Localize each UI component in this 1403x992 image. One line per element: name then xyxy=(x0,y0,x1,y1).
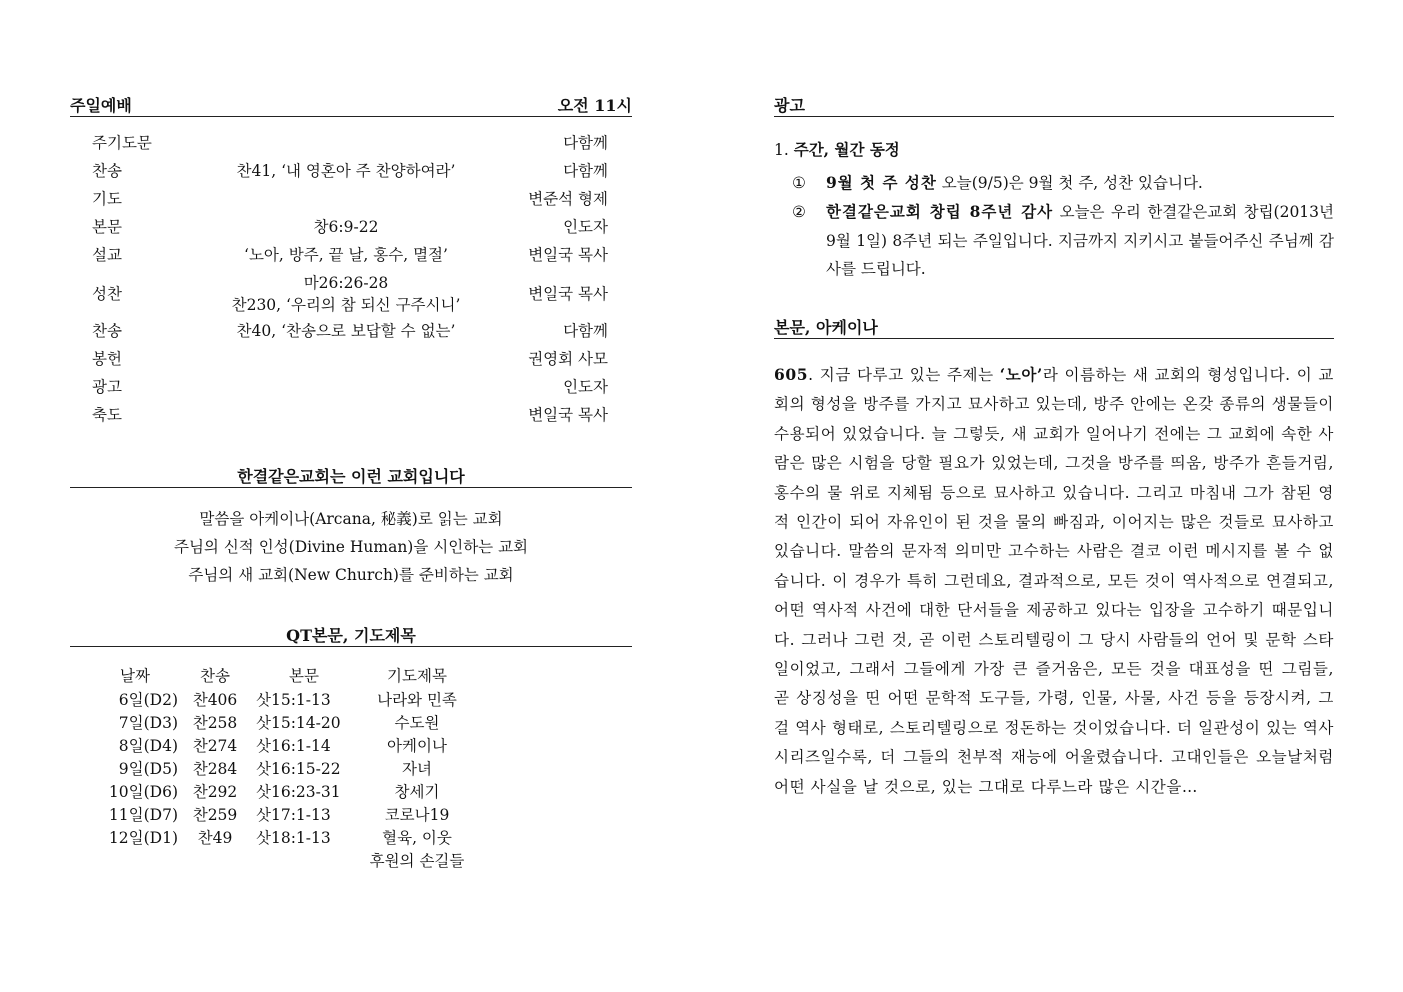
service-row xyxy=(92,129,608,157)
service-detail-line: 마26:26-28 xyxy=(303,274,389,292)
qt-hymn: 찬258 xyxy=(192,714,238,732)
service-time: 오전 11시 xyxy=(557,96,632,115)
table-row xyxy=(92,781,482,804)
notices-subtitle-text: 주간, 월간 동정 xyxy=(793,140,900,159)
qt-text: 삿15:1-13 xyxy=(256,691,331,709)
service-detail: 찬41, ‘내 영혼아 주 찬양하여라’ xyxy=(236,162,456,180)
arcana-header xyxy=(774,318,1334,339)
qt-hymn: 찬259 xyxy=(192,806,238,824)
notice-text: 오늘은 우리 한결같은교회 창립(2013년 9월 1일) 8주년 되는 주일입니다. 지금까지 지키시고 붙들어주신 주님께 감사를 드립니다. xyxy=(826,203,1335,278)
qt-text: 삿15:14-20 xyxy=(256,714,341,732)
service-leader: 변일국 목사 xyxy=(528,406,608,424)
qt-prayer: 후원의 손길들 xyxy=(369,852,465,870)
qt-prayer: 혈육, 이웃 xyxy=(382,829,452,847)
qt-title: QT본문, 기도제목 xyxy=(70,626,632,647)
qt-text: 삿16:1-14 xyxy=(256,737,331,755)
qt-text: 삿16:15-22 xyxy=(256,760,341,778)
service-title: 주일예배 xyxy=(70,96,132,115)
qt-hymn: 찬49 xyxy=(197,829,233,847)
qt-date: 6일(D2) xyxy=(118,691,178,709)
notice-content xyxy=(826,198,1334,284)
service-detail-line: 찬230, ‘우리의 참 되신 구주시니’ xyxy=(231,296,461,314)
qt-hymn: 찬406 xyxy=(192,691,238,709)
qt-text: 삿18:1-13 xyxy=(256,829,331,847)
service-row xyxy=(92,241,608,269)
service-detail xyxy=(196,272,496,316)
service-item: 기도 xyxy=(92,190,122,208)
qt-date: 7일(D3) xyxy=(118,714,178,732)
qt-date: 8일(D4) xyxy=(118,737,178,755)
service-leader: 변일국 목사 xyxy=(528,285,608,303)
notices-header xyxy=(774,96,1334,117)
service-row xyxy=(92,345,608,373)
identity-line: 주님의 신적 인성(Divine Human)을 시인하는 교회 xyxy=(173,538,529,556)
service-leader: 다함께 xyxy=(563,134,608,152)
qt-header-date: 날짜 xyxy=(120,667,150,685)
qt-date: 12일(D1) xyxy=(108,829,178,847)
service-detail: 창6:9-22 xyxy=(313,218,379,236)
qt-text: 삿16:23-31 xyxy=(256,783,341,801)
qt-date: 9일(D5) xyxy=(118,760,178,778)
service-leader: 다함께 xyxy=(563,162,608,180)
qt-hymn: 찬292 xyxy=(192,783,238,801)
table-row xyxy=(92,712,482,735)
qt-date: 10일(D6) xyxy=(108,783,178,801)
service-item: 주기도문 xyxy=(92,134,152,152)
notice-content xyxy=(826,169,1334,198)
notices-subtitle xyxy=(774,139,900,161)
arcana-title: 본문, 아케이나 xyxy=(774,318,878,337)
service-row xyxy=(92,271,608,317)
qt-hymn: 찬274 xyxy=(192,737,238,755)
table-row xyxy=(92,758,482,781)
qt-text xyxy=(252,850,352,873)
table-row xyxy=(92,689,482,712)
service-item: 광고 xyxy=(92,378,122,396)
service-row xyxy=(92,317,608,345)
qt-prayer: 코로나19 xyxy=(384,806,450,824)
qt-date xyxy=(92,850,178,873)
paragraph-text-start: . 지금 다루고 있는 주제는 xyxy=(808,366,1000,384)
service-leader: 인도자 xyxy=(563,378,608,396)
notice-text: 오늘(9/5)은 9월 첫 주, 성찬 있습니다. xyxy=(936,174,1203,192)
paragraph-text-rest: 라 이름하는 새 교회의 형성입니다. 이 교회의 형성을 방주를 가지고 묘사하고 있는데, 방주 안에는 온갖 종류의 생물들이 수용되어 있었습니다. 늘 그렇듯, 새 교회가 일어나기 전에는 그 교회에 속한 사람은 많은 시험을 당할 필요가 있었는데, 그것을 방주를 띄움, 방주가 흔들거림, 홍수의 물 위로 지체됨 등으로 묘사하고 있습니다. 그리고 마침내 그가 참된 영적 인간이 되어 자유인이 된 것을 물의 빠짐과, 이어지는 많은 것들로 묘사하고 있습니다. 말씀의 문자적 의미만 고수하는 사람은 결코 이런 메시지를 볼 수 없습니다. 이 경우가 특히 그런데요, 결과적으로, 모든 것이 역사적으로 연결되고, 어떤 역사적 사건에 대한 단서들을 제공하고 있다는 입장을 고수하기 때문입니다. 그러나 그런 것, 곧 이런 스토리텔링이 그 당시 사람들의 언어 및 문학 스타일이었고, 그래서 그들에게 가장 큰 즐거움은, 모든 것을 대표성을 띤 그림들, 곧 상징성을 띤 어떤 문학적 도구들, 가령, 인물, 사물, 사건 등을 등장시켜, 그걸 역사 형태로, 스토리텔링으로 정돈하는 것이었습니다. 더 일관성이 있는 역사 시리즈일수록, 더 그들의 천부적 재능에 어울렸습니다. 고대인들은 오늘날처럼 어떤 사실을 날 것으로, 있는 그대로 다루느라 많은 시간을… xyxy=(774,366,1334,796)
table-row xyxy=(92,827,482,850)
service-detail: 찬40, ‘찬송으로 보답할 수 없는’ xyxy=(236,322,456,340)
qt-hymn: 찬284 xyxy=(192,760,238,778)
qt-prayer: 창세기 xyxy=(394,783,440,801)
qt-header-row xyxy=(92,661,482,689)
qt-table xyxy=(92,661,482,873)
identity-title: 한결같은교회는 이런 교회입니다 xyxy=(70,467,632,488)
service-item: 본문 xyxy=(92,218,122,236)
service-item: 축도 xyxy=(92,406,122,424)
qt-prayer: 나라와 민족 xyxy=(377,691,457,709)
qt-header-prayer: 기도제목 xyxy=(387,667,447,685)
service-item: 성찬 xyxy=(92,285,122,303)
qt-text: 삿17:1-13 xyxy=(256,806,331,824)
notice-number: ② xyxy=(792,203,806,221)
service-item: 찬송 xyxy=(92,162,122,180)
service-row xyxy=(92,157,608,185)
service-leader: 권영회 사모 xyxy=(528,350,608,368)
notice-item xyxy=(792,169,1334,198)
qt-hymn xyxy=(178,850,252,873)
table-row xyxy=(92,850,482,873)
service-leader: 인도자 xyxy=(563,218,608,236)
service-leader: 변준석 형제 xyxy=(528,190,608,208)
paragraph-bold-word: ‘노아’ xyxy=(999,365,1043,384)
notice-heading: 9월 첫 주 성찬 xyxy=(826,173,937,192)
service-leader: 변일국 목사 xyxy=(528,246,608,264)
service-item: 설교 xyxy=(92,246,122,264)
notice-heading: 한결같은교회 창립 8주년 감사 xyxy=(826,202,1054,221)
notices-title: 광고 xyxy=(774,96,805,115)
qt-header-hymn: 찬송 xyxy=(200,667,230,685)
notices-subtitle-num: 1. xyxy=(774,141,789,159)
identity-line: 말씀을 아케이나(Arcana, 秘義)로 읽는 교회 xyxy=(199,510,503,528)
identity-line: 주님의 새 교회(New Church)를 준비하는 교회 xyxy=(188,566,514,584)
service-header xyxy=(70,96,632,117)
arcana-paragraph xyxy=(774,360,1334,802)
paragraph-number: 605 xyxy=(774,365,809,384)
service-detail: ‘노아, 방주, 끝 날, 홍수, 멸절’ xyxy=(244,246,448,264)
qt-prayer: 수도원 xyxy=(394,714,440,732)
service-item: 찬송 xyxy=(92,322,122,340)
service-leader: 다함께 xyxy=(563,322,608,340)
service-row xyxy=(92,401,608,429)
service-row xyxy=(92,213,608,241)
table-row xyxy=(92,804,482,827)
qt-date: 11일(D7) xyxy=(108,806,178,824)
qt-prayer: 아케이나 xyxy=(387,737,447,755)
service-item: 봉헌 xyxy=(92,350,122,368)
service-row xyxy=(92,373,608,401)
notice-item xyxy=(792,198,1335,278)
notice-number: ① xyxy=(792,174,806,192)
qt-prayer: 자녀 xyxy=(402,760,432,778)
table-row xyxy=(92,735,482,758)
service-row xyxy=(92,185,608,213)
qt-header-text: 본문 xyxy=(289,667,319,685)
